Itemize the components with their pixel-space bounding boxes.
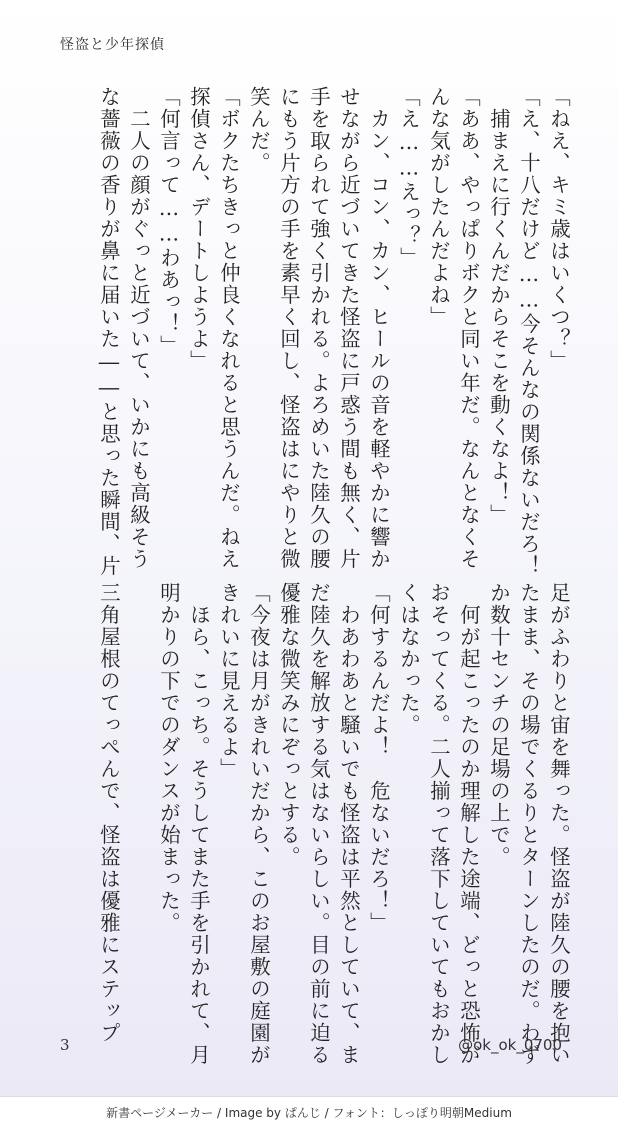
text-column: きれいに見えるよ」 bbox=[217, 582, 241, 780]
text-column: 笑んだ。 bbox=[247, 86, 271, 174]
text-column: 「何するんだよ！ 危ないだろ！」 bbox=[367, 582, 391, 934]
text-column: だ陸久を解放する気はないらしい。目の前に迫る bbox=[307, 582, 331, 1066]
text-column: 手を取られて強く引かれる。よろめいた陸久の腰 bbox=[307, 86, 331, 570]
text-column: 「ボクたちきっと仲良くなれると思うんだ。ねえ bbox=[217, 86, 241, 570]
text-column: 「何言って……わあっ！」 bbox=[157, 86, 181, 358]
text-column: 何が起こったのか理解した途端、どっと恐怖が bbox=[457, 582, 481, 1066]
text-column: 探偵さん、デートしようよ」 bbox=[187, 86, 211, 372]
page-title: 怪盗と少年探偵 bbox=[60, 37, 165, 53]
text-column: な薔薇の香りが鼻に届いた――と思った瞬間、片 bbox=[97, 86, 121, 578]
text-column: 「今夜は月がきれいだから、このお屋敷の庭園が bbox=[247, 582, 271, 1066]
text-column: 「ねえ、キミ歳はいくつ？」 bbox=[547, 86, 571, 372]
text-column: 捕まえに行くんだからそこを動くなよ！」 bbox=[487, 86, 511, 526]
text-column: おそってくる。二人揃って落下していてもおかし bbox=[427, 582, 451, 1066]
text-column: 優雅な微笑みにぞっとする。 bbox=[277, 582, 301, 868]
text-column: わあわあと騒いでも怪盗は平然としていて、ま bbox=[337, 582, 361, 1066]
text-column: たまま、その場でくるりとターンしたのだ。わず bbox=[517, 582, 541, 1066]
text-column: 二人の顔がぐっと近づいて、いかにも高級そう bbox=[127, 86, 151, 570]
text-column: せながら近づいてきた怪盗に戸惑う間も無く、片 bbox=[337, 86, 361, 570]
text-column: ほら、こっち。そうしてまた手を引かれて、月 bbox=[187, 582, 211, 1066]
text-column: か数十センチの足場の上で。 bbox=[487, 582, 511, 868]
text-block-upper bbox=[96, 86, 572, 578]
credit-line: 新書ページメーカー / Image by ぱんじ / フォント：しっぽり明朝Medium bbox=[106, 1106, 512, 1120]
text-column: 「え……えっ？」 bbox=[397, 86, 421, 270]
text-column: カン、コン、カン、ヒールの音を軽やかに響か bbox=[367, 86, 391, 570]
text-column: 「ああ、やっぱりボクと同い年だ。なんとなくそ bbox=[457, 86, 481, 570]
text-column: 明かりの下でのダンスが始まった。 bbox=[157, 582, 181, 934]
text-column: 「え、十八だけど……今そんなの関係ないだろ！ bbox=[517, 86, 541, 578]
page-number: 3 bbox=[60, 1036, 70, 1054]
text-column: にもう片方の手を素早く回し、怪盗はにやりと微 bbox=[277, 86, 301, 570]
author-handle: @ok_ok_0700 bbox=[458, 1036, 562, 1054]
text-column: 三角屋根のてっぺんで、怪盗は優雅にステップ bbox=[97, 582, 121, 1044]
text-column: 足がふわりと宙を舞った。怪盗が陸久の腰を抱い bbox=[547, 582, 571, 1066]
text-column bbox=[126, 582, 152, 1012]
text-column: んな気がしたんだよね」 bbox=[427, 86, 451, 328]
text-column: くはなかった。 bbox=[397, 582, 421, 736]
